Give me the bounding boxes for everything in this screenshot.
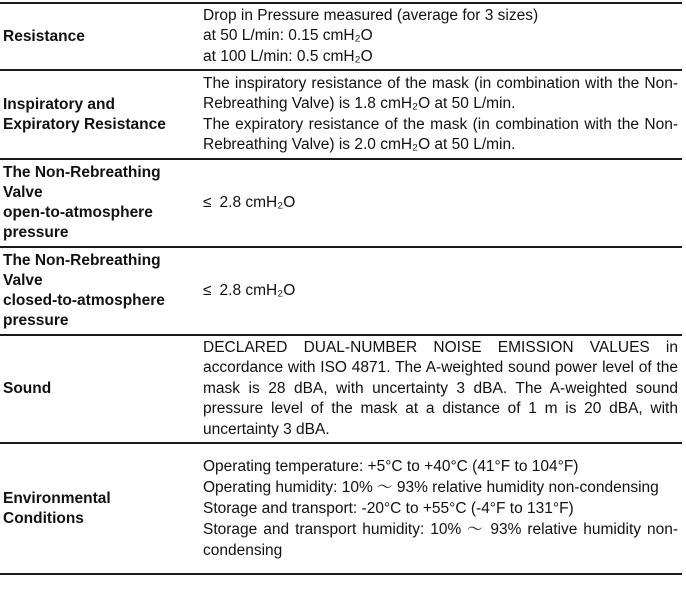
table-row-resistance <box>0 3 682 70</box>
table-row-valve-closed-pressure <box>0 247 682 335</box>
label-line: Valve <box>3 272 43 289</box>
label-text: Resistance <box>3 27 85 45</box>
table-row-inspiratory-expiratory-resistance <box>0 70 682 159</box>
specifications-table <box>0 2 682 575</box>
pressure-value: 2.8 cmH₂O <box>219 193 296 211</box>
label-line: Inspiratory and <box>3 95 115 113</box>
row-label <box>0 443 199 574</box>
label-text: Sound <box>3 380 52 397</box>
row-value <box>199 3 682 70</box>
pressure-value: 2.8 cmH₂O <box>219 281 296 299</box>
row-value <box>199 335 682 443</box>
row-value <box>199 247 682 335</box>
row-label <box>0 70 199 159</box>
label-line: pressure <box>3 312 69 329</box>
label-line: open-to-atmosphere <box>3 204 153 221</box>
label-line: Valve <box>3 184 43 201</box>
label-line: The Non-Rebreathing <box>3 164 161 181</box>
value-line: Storage and transport humidity: 10% ～ 93% relative humidity non-condensing <box>203 521 678 559</box>
value-line: The inspiratory resistance of the mask (in combination with the Non-Rebreathing Valve) is 1.8 cmH₂O at 50 L/min. <box>203 74 678 112</box>
value-line: at 100 L/min: 0.5 cmH₂O <box>203 47 373 65</box>
value-line: Operating temperature: +5°C to +40°C (41°F to 104°F) <box>203 458 579 475</box>
value-line: Drop in Pressure measured (average for 3 sizes) <box>203 6 539 24</box>
value-line: Storage and transport: -20°C to +55°C (-4°F to 131°F) <box>203 500 574 517</box>
row-value <box>199 159 682 247</box>
row-label <box>0 3 199 70</box>
table-row-environmental-conditions <box>0 443 682 574</box>
table-row-sound <box>0 335 682 443</box>
value-line: Operating humidity: 10% ～ 93% relative humidity non-condensing <box>203 479 659 496</box>
less-equal-symbol: ≤ <box>203 281 212 299</box>
label-line: Expiratory Resistance <box>3 115 166 133</box>
row-label <box>0 335 199 443</box>
row-label <box>0 159 199 247</box>
label-line: The Non-Rebreathing <box>3 252 161 269</box>
value-line: at 50 L/min: 0.15 cmH₂O <box>203 27 373 45</box>
table-row-valve-open-pressure <box>0 159 682 247</box>
label-line: Conditions <box>3 509 84 527</box>
less-equal-symbol: ≤ <box>203 193 212 211</box>
row-label <box>0 247 199 335</box>
row-value <box>199 443 682 574</box>
row-value <box>199 70 682 159</box>
label-line: Environmental <box>3 489 111 507</box>
value-line: The expiratory resistance of the mask (in combination with the Non-Rebreathing Valve) is 2.0 cmH₂O at 50 L/min. <box>203 115 678 153</box>
label-line: closed-to-atmosphere <box>3 292 165 309</box>
value-text: DECLARED DUAL-NUMBER NOISE EMISSION VALUES in accordance with ISO 4871. The A-weighted sound power level of the mask is 28 dBA, with uncertainty 3 dBA. The A-weighted sound pressure level of the mask at a distance of 1 m is 20 dBA, with uncertainty 3 dBA. <box>203 338 678 438</box>
label-line: pressure <box>3 224 69 241</box>
